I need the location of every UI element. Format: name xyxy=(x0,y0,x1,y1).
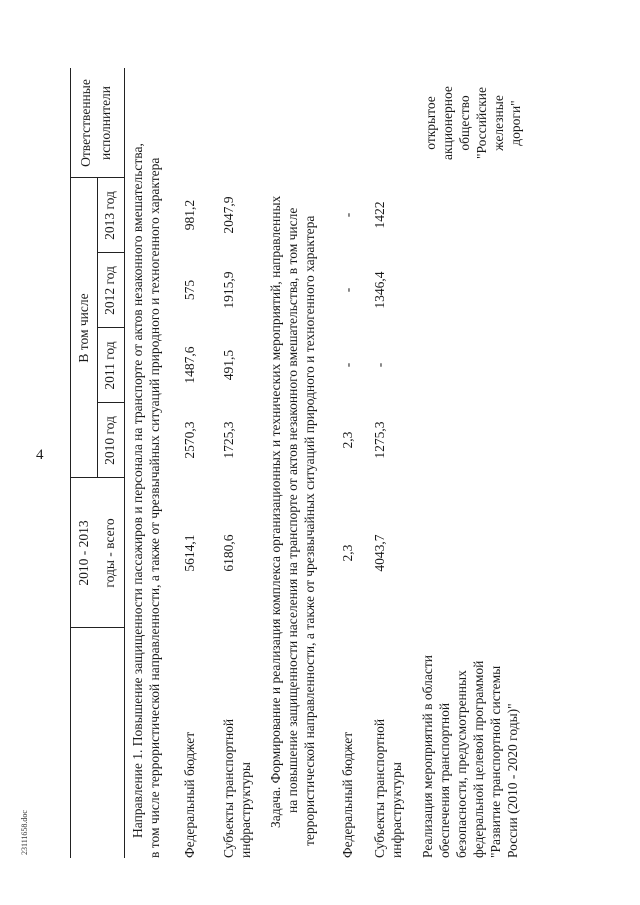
row-subjects-2012: 1915,9 xyxy=(221,271,236,309)
row2-federal-budget-2011: - xyxy=(340,362,355,368)
row-federal-budget-2011: 1487,6 xyxy=(182,346,197,384)
header-responsible-line1: Ответственные xyxy=(78,79,93,167)
measure-line5: "Развитие транспортной системы xyxy=(488,665,503,858)
direction-line1: Направление 1. Повышение защищенности пассажиров и персонала на транспорте от актов незаконного вмешательства, xyxy=(130,143,145,838)
row2-subjects-label-line1: Субъекты транспортной xyxy=(372,718,387,858)
task-line2: на повышение защищенности населения на транспорте от актов незаконного вмешательства, в том числе xyxy=(285,207,300,813)
measure-line4: федеральной целевой программой xyxy=(471,660,486,858)
header-year-2010: 2010 год xyxy=(102,416,117,465)
header-responsible-line2: исполнители xyxy=(98,85,113,161)
row-federal-budget-2010: 2570,3 xyxy=(182,421,197,459)
header-year-2012: 2012 год xyxy=(102,266,117,315)
row-subjects-2010: 1725,3 xyxy=(221,421,236,459)
row2-federal-budget-label: Федеральный бюджет xyxy=(340,731,355,858)
row-subjects-2013: 2047,9 xyxy=(221,196,236,234)
executor-line1: открытое xyxy=(423,96,438,150)
task-line1: Задача. Формирование и реализация комплекса организационных и технических мероприятий, направленных xyxy=(268,195,283,828)
header-including: В том числе xyxy=(76,293,91,363)
direction-line2: в том числе террористической направленности, а также от чрезвычайных ситуаций природного и техногенного характера xyxy=(147,157,162,858)
header-year-2011: 2011 год xyxy=(102,341,117,390)
header-period-line1: 2010 - 2013 xyxy=(76,520,91,586)
row2-federal-budget-total: 2,3 xyxy=(340,544,355,562)
rotated-table xyxy=(70,68,580,858)
row2-federal-budget-2010: 2,3 xyxy=(340,431,355,449)
row-federal-budget-2013: 981,2 xyxy=(182,199,197,231)
row-federal-budget-label: Федеральный бюджет xyxy=(182,731,197,858)
row-subjects-label-line1: Субъекты транспортной xyxy=(221,718,236,858)
row-federal-budget-2012: 575 xyxy=(182,279,197,301)
row2-federal-budget-2012: - xyxy=(340,287,355,293)
row2-subjects-2011: - xyxy=(372,362,387,368)
table-top-rule xyxy=(70,68,71,858)
row2-subjects-total: 4043,7 xyxy=(372,534,387,572)
row-subjects-label-line2: инфраструктуры xyxy=(238,762,253,858)
row2-subjects-2010: 1275,3 xyxy=(372,421,387,459)
executor-line6: дороги" xyxy=(508,100,523,146)
row-subjects-total: 6180,6 xyxy=(221,534,236,572)
measure-line1: Реализация мероприятий в области xyxy=(420,655,435,858)
page-number: 4 xyxy=(36,447,44,463)
row-subjects-2011: 491,5 xyxy=(221,349,236,381)
header-period-line2: годы - всего xyxy=(102,518,117,588)
row2-federal-budget-2013: - xyxy=(340,212,355,218)
executor-line4: "Российские xyxy=(474,87,489,159)
task-line3: террористической направленности, а также от чрезвычайных ситуаций природного и техногенного характера xyxy=(302,215,317,846)
header-bottom-rule xyxy=(124,68,125,858)
executor-line3: общество xyxy=(457,95,472,151)
footer-doc-name: 23111658.doc xyxy=(20,810,29,855)
header-year-2013: 2013 год xyxy=(102,191,117,240)
measure-line2: обеспечения транспортной xyxy=(437,702,452,858)
executor-line2: акционерное xyxy=(440,86,455,160)
header-mid-rule xyxy=(97,178,98,478)
measure-line3: безопасности, предусмотренных xyxy=(454,670,469,858)
measure-line6: России (2010 - 2020 годы)" xyxy=(505,703,520,858)
row2-subjects-2012: 1346,4 xyxy=(372,271,387,309)
executor-line5: железные xyxy=(491,95,506,151)
row2-subjects-label-line2: инфраструктуры xyxy=(389,762,404,858)
row2-subjects-2013: 1422 xyxy=(372,201,387,229)
row-federal-budget-total: 5614,1 xyxy=(182,534,197,572)
